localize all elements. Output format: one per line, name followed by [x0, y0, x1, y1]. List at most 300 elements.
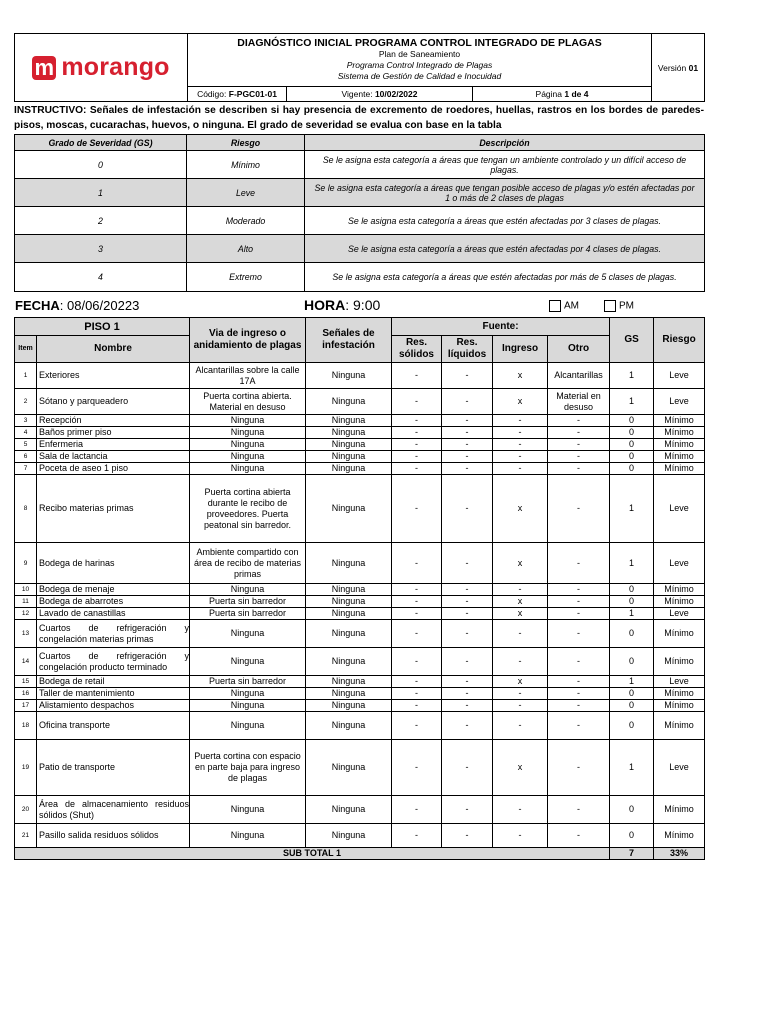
senales-infestacion: Ninguna — [306, 648, 392, 676]
pagina-label: Página — [535, 89, 562, 99]
senales-infestacion: Ninguna — [306, 596, 392, 608]
riesgo-header: Riesgo — [654, 318, 705, 363]
ingreso: x — [493, 740, 548, 796]
item-number: 4 — [15, 427, 37, 439]
gs-value: 1 — [610, 676, 654, 688]
via-ingreso: Alcantarillas sobre la calle 17A — [190, 363, 306, 389]
senales-infestacion: Ninguna — [306, 700, 392, 712]
res-solidos: - — [392, 389, 442, 415]
riesgo-value: Leve — [654, 608, 705, 620]
item-number: 2 — [15, 389, 37, 415]
instructions-text: INSTRUCTIVO: Señales de infestación se describen si hay presencia de excremento de roedores, huellas, rastros en los bordes de paredes-pisos, moscas, cucarachas, huevos, o ninguna. El grado de severidad se evalua con base en la tabla — [14, 105, 704, 131]
item-number: 3 — [15, 415, 37, 427]
table-row — [15, 584, 705, 596]
otro: - — [548, 596, 610, 608]
gs-value: 0 — [610, 415, 654, 427]
riesgo-value: Mínimo — [654, 451, 705, 463]
via-ingreso: Ninguna — [190, 688, 306, 700]
ingreso: x — [493, 475, 548, 543]
table-row — [15, 475, 705, 543]
hora-value: : 9:00 — [345, 297, 381, 313]
res-solidos: - — [392, 608, 442, 620]
otro: - — [548, 824, 610, 848]
area-name: Patio de transporte — [37, 740, 190, 796]
codigo-value: F-PGC01-01 — [228, 89, 277, 99]
table-row — [15, 740, 705, 796]
via-ingreso: Ninguna — [190, 824, 306, 848]
area-name: Exteriores — [37, 363, 190, 389]
fecha-label: FECHA — [15, 298, 60, 313]
ingreso: x — [493, 596, 548, 608]
via-ingreso: Ambiente compartido con área de recibo de materias primas — [190, 543, 306, 584]
subtotal-gs: 7 — [610, 848, 654, 860]
res-liquidos: - — [442, 451, 493, 463]
res-liquidos: - — [442, 608, 493, 620]
version-label: Versión — [657, 62, 687, 73]
senales-infestacion: Ninguna — [306, 740, 392, 796]
res-liquidos: - — [442, 427, 493, 439]
document-subtitle-1: Plan de Saneamiento — [378, 49, 461, 59]
item-number: 18 — [15, 712, 37, 740]
gs-value: 1 — [610, 475, 654, 543]
area-name: Bodega de harinas — [37, 543, 190, 584]
res-solidos: - — [392, 688, 442, 700]
ingreso: - — [493, 712, 548, 740]
table-row — [15, 648, 705, 676]
fecha-value: : 08/06/20223 — [59, 298, 140, 313]
gs-value: 1 — [610, 608, 654, 620]
area-name: Sala de lactancia — [37, 451, 190, 463]
area-name: Lavado de canastillas — [37, 608, 190, 620]
otro: Alcantarillas — [548, 363, 610, 389]
item-number: 6 — [15, 451, 37, 463]
ingreso-header: Ingreso — [493, 336, 548, 363]
vigente-value: 10/02/2022 — [374, 89, 418, 99]
hora-label: HORA — [304, 297, 346, 313]
area-name: Bodega de retail — [37, 676, 190, 688]
severity-gs: 2 — [15, 207, 187, 235]
table-row — [15, 451, 705, 463]
table-row — [15, 427, 705, 439]
res-solidos: - — [392, 796, 442, 824]
ingreso: - — [493, 620, 548, 648]
riesgo-value: Leve — [654, 543, 705, 584]
ingreso: x — [493, 608, 548, 620]
area-name: Enfermeria — [37, 439, 190, 451]
senales-infestacion: Ninguna — [306, 427, 392, 439]
severity-header-riesgo: Riesgo — [187, 135, 305, 151]
pm-checkbox[interactable] — [604, 300, 616, 312]
ingreso: x — [493, 363, 548, 389]
severity-gs: 1 — [15, 179, 187, 207]
area-name: Bodega de menaje — [37, 584, 190, 596]
gs-value: 1 — [610, 543, 654, 584]
area-name: Área de almacenamiento residuos sólidos (Shut) — [37, 796, 190, 824]
nombre-header: Nombre — [37, 336, 190, 363]
riesgo-value: Leve — [654, 363, 705, 389]
gs-value: 1 — [610, 363, 654, 389]
via-ingreso: Puerta cortina con espacio en parte baja para ingreso de plagas — [190, 740, 306, 796]
gs-value: 0 — [610, 824, 654, 848]
item-number: 13 — [15, 620, 37, 648]
res-liquidos: - — [442, 389, 493, 415]
area-name: Recibo materias primas — [37, 475, 190, 543]
res-liquidos: - — [442, 620, 493, 648]
ingreso: - — [493, 415, 548, 427]
via-ingreso: Ninguna — [190, 584, 306, 596]
via-ingreso: Ninguna — [190, 439, 306, 451]
res-liquidos: - — [442, 596, 493, 608]
item-number: 17 — [15, 700, 37, 712]
subtotal-percent: 33% — [654, 848, 705, 860]
document-subtitle-2: Programa Control Integrado de Plagas — [346, 60, 493, 70]
otro: - — [548, 700, 610, 712]
morango-logo — [15, 53, 187, 82]
riesgo-value: Mínimo — [654, 648, 705, 676]
res-solidos: - — [392, 463, 442, 475]
res-liquidos: - — [442, 415, 493, 427]
via-ingreso: Ninguna — [190, 415, 306, 427]
gs-header: GS — [610, 318, 654, 363]
res-solidos: - — [392, 620, 442, 648]
riesgo-value: Leve — [654, 475, 705, 543]
via-ingreso: Ninguna — [190, 427, 306, 439]
via-ingreso: Puerta sin barredor — [190, 596, 306, 608]
severity-row — [15, 151, 705, 179]
version-cell — [652, 34, 705, 102]
table-row — [15, 824, 705, 848]
item-number: 1 — [15, 363, 37, 389]
ingreso: - — [493, 451, 548, 463]
codigo-label: Código: — [197, 89, 227, 99]
senales-infestacion: Ninguna — [306, 676, 392, 688]
item-number: 10 — [15, 584, 37, 596]
res-solidos: - — [392, 648, 442, 676]
table-row — [15, 620, 705, 648]
pm-label: PM — [619, 300, 634, 312]
piso-header: PISO 1 — [15, 318, 190, 336]
gs-value: 0 — [610, 584, 654, 596]
area-name: Recepción — [37, 415, 190, 427]
senales-infestacion: Ninguna — [306, 712, 392, 740]
senales-infestacion: Ninguna — [306, 451, 392, 463]
otro: - — [548, 451, 610, 463]
ingreso: - — [493, 427, 548, 439]
res-solidos: - — [392, 676, 442, 688]
area-name: Oficina transporte — [37, 712, 190, 740]
pagina-cell — [473, 87, 652, 102]
senales-infestacion: Ninguna — [306, 439, 392, 451]
subtotal-label: SUB TOTAL 1 — [15, 848, 610, 860]
gs-value: 0 — [610, 712, 654, 740]
severity-gs: 0 — [15, 151, 187, 179]
item-number: 19 — [15, 740, 37, 796]
severity-description: Se le asigna esta categoría a áreas que tengan posible acceso de plagas y/o estén afectadas por 1 o más de 2 clases de plagas — [305, 179, 705, 207]
riesgo-value: Mínimo — [654, 712, 705, 740]
res-liquidos: - — [442, 796, 493, 824]
am-option[interactable] — [549, 300, 579, 312]
gs-value: 0 — [610, 688, 654, 700]
table-row — [15, 688, 705, 700]
vigente-cell — [287, 87, 473, 102]
otro: - — [548, 463, 610, 475]
version-value: 01 — [688, 62, 699, 73]
inspection-table — [14, 317, 705, 860]
riesgo-value: Mínimo — [654, 824, 705, 848]
senales-infestacion: Ninguna — [306, 389, 392, 415]
senales-infestacion: Ninguna — [306, 463, 392, 475]
via-ingreso: Ninguna — [190, 712, 306, 740]
senales-infestacion: Ninguna — [306, 475, 392, 543]
item-number: 5 — [15, 439, 37, 451]
table-row — [15, 415, 705, 427]
area-name: Pasillo salida residuos sólidos — [37, 824, 190, 848]
via-ingreso: Ninguna — [190, 796, 306, 824]
res-solidos: - — [392, 427, 442, 439]
ingreso: x — [493, 676, 548, 688]
otro: - — [548, 740, 610, 796]
res-solidos: - — [392, 451, 442, 463]
via-ingreso: Ninguna — [190, 451, 306, 463]
severity-row — [15, 235, 705, 263]
gs-value: 0 — [610, 451, 654, 463]
otro: Material en desuso — [548, 389, 610, 415]
via-ingreso: Ninguna — [190, 620, 306, 648]
via-ingreso: Puerta cortina abierta durante le recibo de proveedores. Puerta peatonal sin barredor. — [190, 475, 306, 543]
senales-infestacion: Ninguna — [306, 543, 392, 584]
via-ingreso: Ninguna — [190, 700, 306, 712]
otro: - — [548, 584, 610, 596]
res-liquidos: - — [442, 543, 493, 584]
header-title-cell — [188, 34, 652, 87]
area-name: Cuartos de refrigeración y congelación producto terminado — [37, 648, 190, 676]
severity-riesgo: Moderado — [187, 207, 305, 235]
senales-infestacion: Ninguna — [306, 584, 392, 596]
riesgo-value: Mínimo — [654, 463, 705, 475]
severity-riesgo: Extremo — [187, 263, 305, 292]
gs-value: 0 — [610, 648, 654, 676]
severity-row — [15, 179, 705, 207]
table-row — [15, 463, 705, 475]
ingreso: x — [493, 389, 548, 415]
riesgo-value: Mínimo — [654, 796, 705, 824]
ingreso: - — [493, 824, 548, 848]
severity-row — [15, 263, 705, 292]
pm-option[interactable] — [604, 300, 634, 312]
item-number: 12 — [15, 608, 37, 620]
severity-row — [15, 207, 705, 235]
fuente-header: Fuente: — [392, 318, 610, 336]
riesgo-value: Mínimo — [654, 415, 705, 427]
severity-header-descripcion: Descripción — [305, 135, 705, 151]
ingreso: - — [493, 584, 548, 596]
table-row — [15, 596, 705, 608]
ingreso: - — [493, 688, 548, 700]
otro: - — [548, 543, 610, 584]
logo-mark-icon: m — [32, 56, 56, 80]
riesgo-value: Mínimo — [654, 620, 705, 648]
am-label: AM — [564, 300, 579, 312]
item-number: 11 — [15, 596, 37, 608]
otro-header: Otro — [548, 336, 610, 363]
area-name: Bodega de abarrotes — [37, 596, 190, 608]
otro: - — [548, 608, 610, 620]
otro: - — [548, 415, 610, 427]
ingreso: - — [493, 700, 548, 712]
otro: - — [548, 712, 610, 740]
senales-infestacion: Ninguna — [306, 608, 392, 620]
severity-riesgo: Alto — [187, 235, 305, 263]
res-solidos: - — [392, 363, 442, 389]
gs-value: 0 — [610, 796, 654, 824]
riesgo-value: Leve — [654, 389, 705, 415]
res-solidos: - — [392, 824, 442, 848]
res-solidos: - — [392, 415, 442, 427]
item-number: 8 — [15, 475, 37, 543]
table-row — [15, 796, 705, 824]
document-title: DIAGNÓSTICO INICIAL PROGRAMA CONTROL INTEGRADO DE PLAGAS — [237, 37, 602, 49]
res-liquidos: - — [442, 363, 493, 389]
severity-table — [14, 134, 705, 292]
ingreso: - — [493, 463, 548, 475]
gs-value: 0 — [610, 439, 654, 451]
senales-infestacion: Ninguna — [306, 363, 392, 389]
severity-gs: 3 — [15, 235, 187, 263]
via-ingreso: Puerta sin barredor — [190, 676, 306, 688]
via-ingreso: Ninguna — [190, 648, 306, 676]
riesgo-value: Mínimo — [654, 596, 705, 608]
item-number: 20 — [15, 796, 37, 824]
area-name: Baños primer piso — [37, 427, 190, 439]
senales-infestacion: Ninguna — [306, 415, 392, 427]
gs-value: 0 — [610, 427, 654, 439]
res-liquidos: - — [442, 439, 493, 451]
table-row — [15, 543, 705, 584]
res-liquidos-header: Res. líquidos — [442, 336, 493, 363]
res-liquidos: - — [442, 824, 493, 848]
table-row — [15, 712, 705, 740]
logo-wordmark: morango — [61, 53, 170, 81]
gs-value: 1 — [610, 740, 654, 796]
gs-value: 1 — [610, 389, 654, 415]
severity-riesgo: Leve — [187, 179, 305, 207]
table-row — [15, 389, 705, 415]
res-solidos: - — [392, 596, 442, 608]
area-name: Alistamiento despachos — [37, 700, 190, 712]
item-header: Item — [15, 336, 37, 363]
document-subtitle-3: Sistema de Gestión de Calidad e Inocuidad — [337, 71, 502, 81]
via-ingreso: Puerta sin barredor — [190, 608, 306, 620]
hora-field — [304, 297, 380, 313]
severity-riesgo: Mínimo — [187, 151, 305, 179]
res-solidos: - — [392, 700, 442, 712]
codigo-cell — [188, 87, 287, 102]
res-solidos: - — [392, 543, 442, 584]
riesgo-value: Mínimo — [654, 700, 705, 712]
riesgo-value: Leve — [654, 676, 705, 688]
table-row — [15, 700, 705, 712]
riesgo-value: Mínimo — [654, 427, 705, 439]
gs-value: 0 — [610, 463, 654, 475]
table-row — [15, 676, 705, 688]
senales-infestacion: Ninguna — [306, 824, 392, 848]
senales-infestacion: Ninguna — [306, 620, 392, 648]
area-name: Cuartos de refrigeración y congelación materias primas — [37, 620, 190, 648]
res-liquidos: - — [442, 475, 493, 543]
riesgo-value: Leve — [654, 740, 705, 796]
area-name: Sótano y parqueadero — [37, 389, 190, 415]
fecha-hora-row — [14, 296, 704, 316]
vigente-label: Vigente: — [341, 89, 373, 99]
otro: - — [548, 648, 610, 676]
res-solidos: - — [392, 475, 442, 543]
gs-value: 0 — [610, 620, 654, 648]
am-checkbox[interactable] — [549, 300, 561, 312]
res-liquidos: - — [442, 676, 493, 688]
table-row — [15, 608, 705, 620]
ingreso: - — [493, 648, 548, 676]
res-solidos: - — [392, 740, 442, 796]
severity-description: Se le asigna esta categoría a áreas que tengan un ambiente controlado y un difícil acceso de plagas. — [305, 151, 705, 179]
res-liquidos: - — [442, 712, 493, 740]
riesgo-value: Mínimo — [654, 439, 705, 451]
senales-infestacion: Ninguna — [306, 796, 392, 824]
res-solidos-header: Res. sólidos — [392, 336, 442, 363]
item-number: 14 — [15, 648, 37, 676]
res-liquidos: - — [442, 584, 493, 596]
res-liquidos: - — [442, 740, 493, 796]
res-solidos: - — [392, 439, 442, 451]
severity-table-body — [15, 151, 705, 292]
gs-value: 0 — [610, 700, 654, 712]
otro: - — [548, 620, 610, 648]
area-name: Taller de mantenimiento — [37, 688, 190, 700]
severity-gs: 4 — [15, 263, 187, 292]
via-ingreso: Ninguna — [190, 463, 306, 475]
ingreso: - — [493, 796, 548, 824]
area-name: Poceta de aseo 1 piso — [37, 463, 190, 475]
otro: - — [548, 676, 610, 688]
table-row — [15, 363, 705, 389]
severity-description: Se le asigna esta categoría a áreas que estén afectadas por 4 clases de plagas. — [305, 235, 705, 263]
document-header — [14, 33, 705, 102]
item-number: 16 — [15, 688, 37, 700]
logo-cell — [15, 34, 188, 102]
res-liquidos: - — [442, 688, 493, 700]
res-liquidos: - — [442, 463, 493, 475]
item-number: 15 — [15, 676, 37, 688]
res-liquidos: - — [442, 648, 493, 676]
ingreso: x — [493, 543, 548, 584]
via-header: Via de ingreso o anidamiento de plagas — [190, 318, 306, 363]
item-number: 7 — [15, 463, 37, 475]
otro: - — [548, 475, 610, 543]
res-solidos: - — [392, 712, 442, 740]
senales-header: Señales de infestación — [306, 318, 392, 363]
otro: - — [548, 427, 610, 439]
inspection-table-body — [15, 363, 705, 848]
via-ingreso: Puerta cortina abierta. Material en desuso — [190, 389, 306, 415]
senales-infestacion: Ninguna — [306, 688, 392, 700]
severity-description: Se le asigna esta categoría a áreas que estén afectadas por más de 5 clases de plagas. — [305, 263, 705, 292]
fecha-field — [15, 298, 139, 313]
res-liquidos: - — [442, 700, 493, 712]
pagina-value: 1 de 4 — [564, 89, 589, 99]
otro: - — [548, 688, 610, 700]
item-number: 21 — [15, 824, 37, 848]
otro: - — [548, 439, 610, 451]
item-number: 9 — [15, 543, 37, 584]
